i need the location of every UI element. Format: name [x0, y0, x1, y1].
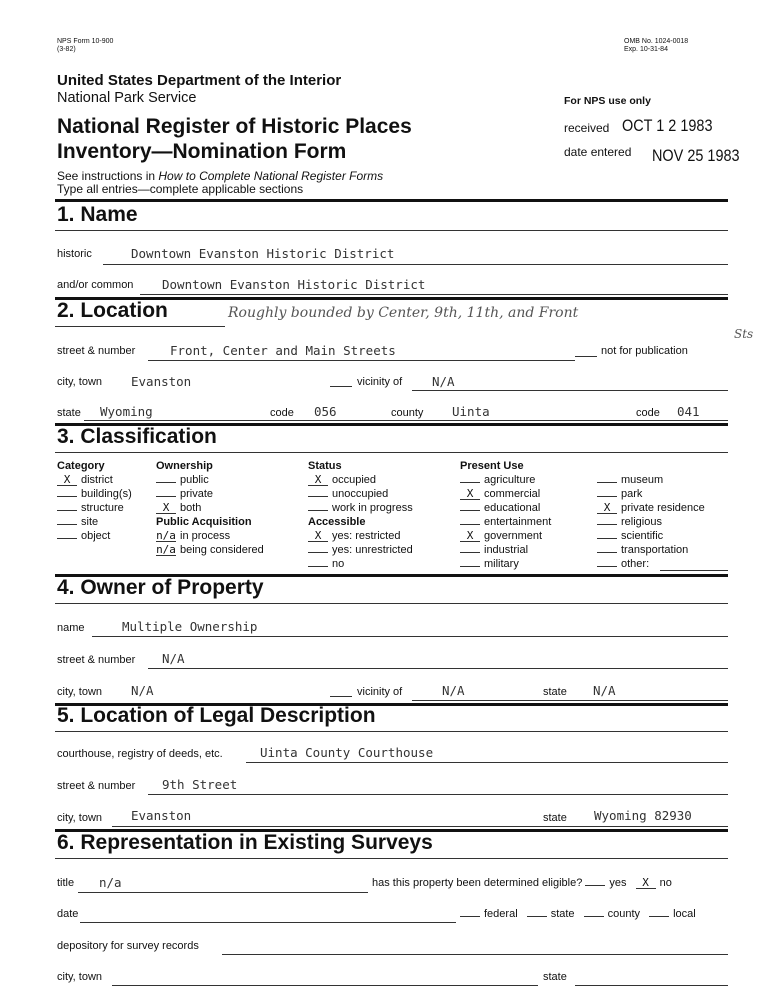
city-label: city, town — [57, 376, 103, 388]
owner-city-value: N/A — [131, 683, 154, 698]
category-heading: Category — [57, 460, 105, 472]
checkbox[interactable]: X — [460, 531, 480, 542]
checkbox[interactable]: X — [57, 475, 77, 486]
status-column — [308, 459, 413, 571]
accessible-option[interactable]: X yes: restricted — [308, 529, 413, 543]
common-label: and/or common — [57, 279, 134, 291]
vicinity-label: vicinity of — [357, 376, 403, 388]
yes-checkbox[interactable] — [585, 885, 605, 886]
category-option[interactable]: structure — [57, 501, 132, 515]
section-4-heading: 4. Owner of Property — [57, 576, 264, 599]
checkbox[interactable] — [156, 482, 176, 483]
owner-city-label: city, town — [57, 686, 103, 698]
checkbox[interactable] — [597, 538, 617, 539]
type-entries-note: Type all entries—complete applicable sections — [57, 182, 304, 196]
checkbox[interactable] — [597, 496, 617, 497]
checkbox[interactable] — [156, 496, 176, 497]
section-3-heading: 3. Classification — [57, 425, 217, 448]
owner-street-value: N/A — [162, 651, 185, 666]
use-option[interactable]: religious — [597, 515, 705, 529]
checkbox[interactable]: X — [156, 503, 176, 514]
not-for-publication: not for publication — [601, 345, 688, 357]
ownership-heading: Ownership — [156, 460, 213, 472]
no-checkbox[interactable]: X — [636, 878, 656, 889]
date-entered-stamp: NOV 25 1983 — [652, 146, 740, 165]
street-value: Front, Center and Main Streets — [170, 343, 396, 358]
federal-checkbox[interactable] — [460, 916, 480, 917]
section-1-heading: 1. Name — [57, 203, 138, 226]
checkbox[interactable] — [460, 524, 480, 525]
department: United States Department of the Interior — [57, 72, 342, 89]
ownership-option[interactable]: private — [156, 487, 264, 501]
checkbox[interactable] — [460, 482, 480, 483]
checkbox[interactable]: X — [597, 503, 617, 514]
survey-city-label: city, town — [57, 971, 103, 983]
category-option[interactable]: building(s) — [57, 487, 132, 501]
owner-state-value: N/A — [593, 683, 616, 698]
legal-city-label: city, town — [57, 812, 103, 824]
use-option[interactable]: entertainment — [460, 515, 551, 529]
form-title-1: National Register of Historic Places — [57, 115, 412, 138]
form-number: NPS Form 10-900 — [57, 38, 114, 45]
legal-state-label: state — [543, 812, 567, 824]
county-code-value: 041 — [677, 404, 700, 419]
common-name: Downtown Evanston Historic District — [162, 277, 426, 292]
instructions: See instructions in How to Complete National Register Forms — [57, 169, 384, 183]
checkbox[interactable] — [460, 566, 480, 567]
owner-name-label: name — [57, 622, 85, 634]
use-option[interactable]: military — [460, 557, 551, 571]
nps-use-label: For NPS use only — [564, 95, 651, 107]
use-option[interactable]: agriculture — [460, 473, 551, 487]
checkbox[interactable] — [308, 496, 328, 497]
use-option[interactable]: scientific — [597, 529, 705, 543]
legal-state-value: Wyoming 82930 — [594, 808, 692, 823]
depository-label: depository for survey records — [57, 940, 199, 952]
acquisition-option[interactable]: n/a in process — [156, 529, 231, 542]
legal-street-value: 9th Street — [162, 777, 238, 792]
present-use-column-2 — [597, 473, 705, 571]
accessible-option[interactable]: yes: unrestricted — [308, 543, 413, 557]
legal-street-label: street & number — [57, 780, 136, 792]
handwritten-boundary-note: Roughly bounded by Center, 9th, 11th, and Front — [228, 305, 579, 321]
use-option[interactable]: industrial — [460, 543, 551, 557]
handwritten-note-sts: Sts — [734, 327, 754, 341]
historic-name: Downtown Evanston Historic District — [131, 246, 395, 261]
category-option[interactable]: object — [57, 529, 132, 543]
county-label: county — [391, 407, 424, 419]
checkbox[interactable] — [57, 510, 77, 511]
owner-street-label: street & number — [57, 654, 136, 666]
ownership-option[interactable]: X both — [156, 501, 264, 515]
checkbox[interactable] — [57, 524, 77, 525]
courthouse-label: courthouse, registry of deeds, etc. — [57, 748, 223, 760]
checkbox[interactable] — [57, 538, 77, 539]
accessible-option[interactable]: no — [308, 557, 413, 571]
status-heading: Status — [308, 460, 342, 472]
status-option[interactable]: unoccupied — [308, 487, 413, 501]
county-checkbox[interactable] — [584, 916, 604, 917]
survey-title-label: title — [57, 877, 75, 889]
received-stamp: OCT 1 2 1983 — [622, 116, 713, 135]
state-checkbox[interactable] — [527, 916, 547, 917]
owner-vicinity-label: vicinity of — [357, 686, 403, 698]
omb-number: OMB No. 1024-0018 — [624, 38, 689, 45]
state-value: Wyoming — [100, 404, 153, 419]
present-use-heading: Present Use — [460, 460, 524, 472]
checkbox[interactable]: X — [460, 489, 480, 500]
category-column — [57, 459, 132, 543]
form-date: (3-82) — [57, 46, 76, 53]
checkbox[interactable] — [460, 510, 480, 511]
accessible-heading: Accessible — [308, 516, 366, 528]
vicinity-value: N/A — [432, 374, 455, 389]
public-acquisition-heading: Public Acquisition — [156, 516, 252, 528]
owner-vicinity-value: N/A — [442, 683, 465, 698]
category-option[interactable]: site — [57, 515, 132, 529]
checkbox[interactable] — [597, 552, 617, 553]
ownership-column — [156, 459, 264, 557]
checkbox[interactable] — [597, 524, 617, 525]
owner-state-label: state — [543, 686, 567, 698]
checkbox[interactable] — [460, 552, 480, 553]
checkbox[interactable]: n/a — [156, 529, 176, 542]
status-option[interactable]: X occupied — [308, 473, 413, 487]
checkbox[interactable] — [597, 566, 617, 567]
category-option[interactable]: X district — [57, 473, 132, 487]
section-2-heading: 2. Location — [57, 299, 168, 322]
expiration: Exp. 10-31-84 — [624, 46, 668, 53]
city-value: Evanston — [131, 374, 192, 389]
checkbox[interactable]: X — [308, 531, 328, 542]
checkbox[interactable] — [308, 552, 328, 553]
use-option[interactable]: X government — [460, 529, 551, 543]
use-option[interactable]: museum — [597, 473, 705, 487]
form-title-2: Inventory—Nomination Form — [57, 140, 347, 163]
use-option[interactable]: transportation — [597, 543, 705, 557]
state-label: state — [57, 407, 81, 419]
use-option[interactable]: X private residence — [597, 501, 705, 515]
historic-label: historic — [57, 248, 92, 260]
use-option[interactable]: other: — [597, 557, 705, 571]
owner-name-value: Multiple Ownership — [122, 619, 258, 634]
date-entered-label: date entered — [564, 145, 632, 159]
county-code-label: code — [636, 407, 660, 419]
survey-state-label: state — [543, 971, 567, 983]
use-option[interactable]: X commercial — [460, 487, 551, 501]
use-option[interactable]: educational — [460, 501, 551, 515]
code-label: code — [270, 407, 294, 419]
legal-city-value: Evanston — [131, 808, 192, 823]
jurisdiction-options: federal state county local — [460, 908, 696, 920]
checkbox[interactable] — [308, 510, 328, 511]
ownership-option[interactable]: public — [156, 473, 264, 487]
checkbox[interactable] — [597, 482, 617, 483]
courthouse-value: Uinta County Courthouse — [260, 745, 434, 760]
street-label: street & number — [57, 345, 136, 357]
county-value: Uinta — [452, 404, 490, 419]
service: National Park Service — [57, 90, 197, 106]
status-option[interactable]: work in progress — [308, 501, 413, 515]
section-5-heading: 5. Location of Legal Description — [57, 704, 376, 727]
checkbox[interactable] — [57, 496, 77, 497]
received-label: received — [564, 121, 610, 135]
survey-date-label: date — [57, 908, 79, 920]
survey-title-value: n/a — [99, 875, 122, 890]
checkbox[interactable] — [308, 566, 328, 567]
present-use-column-1 — [460, 459, 551, 571]
checkbox[interactable]: X — [308, 475, 328, 486]
checkbox[interactable]: n/a — [156, 543, 176, 556]
state-code-value: 056 — [314, 404, 337, 419]
use-option[interactable]: park — [597, 487, 705, 501]
local-checkbox[interactable] — [649, 916, 669, 917]
eligible-question: has this property been determined eligible? yes X no — [372, 876, 672, 889]
acquisition-option[interactable]: n/a being considered — [156, 543, 264, 556]
section-6-heading: 6. Representation in Existing Surveys — [57, 831, 433, 854]
